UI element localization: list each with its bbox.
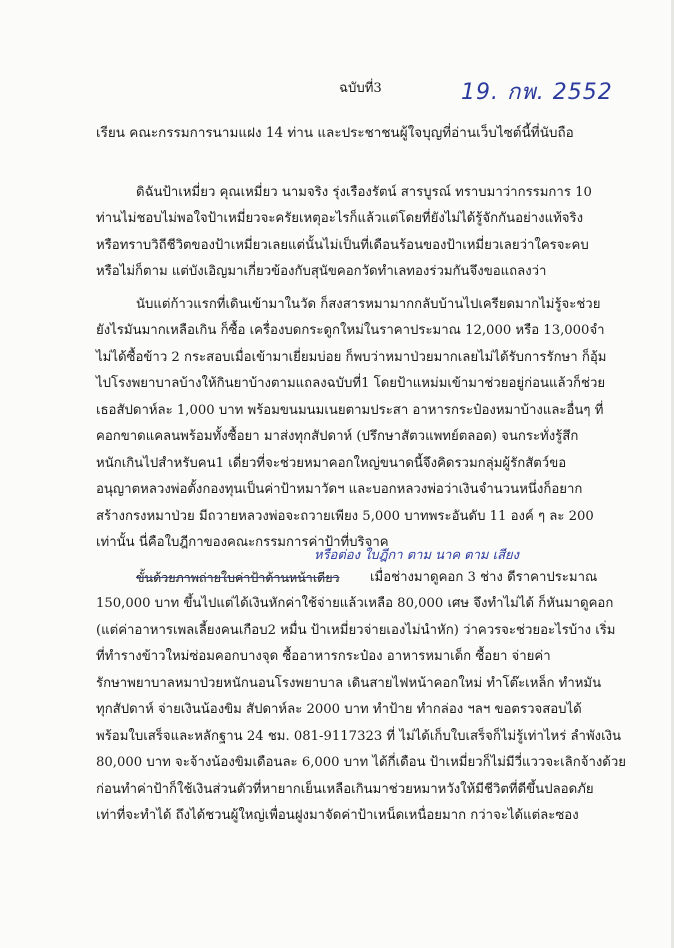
para1-line-4: หรือไม่ก็ตาม แต่บังเอิญมาเกี่ยวข้องกับสุนัขคอกวัดทำเลทองร่วมกันจึงขอแถลงว่า [96, 264, 547, 279]
para2-line-2: ยังไรมันมากเหลือเกิน ก็ซื้อ เครื่องบดกระดูกใหม่ในราคาประมาณ 12,000 หรือ 13,000จำ [96, 323, 605, 338]
salutation: เรียน คณะกรรมการนามแฝง 14 ท่าน และประชาชนผู้ใจบุญที่อ่านเว็บไซต์นี้ที่นับถือ [96, 125, 574, 141]
letter-number: ฉบับที่3 [339, 81, 382, 96]
handwritten-date: 19. กพ. 2552 [461, 80, 613, 105]
para2-line-8: อนุญาตหลวงพ่อตั้งกองทุนเป็นค่าป้าหมาวัดฯ และบอกหลวงพ่อว่าเงินจำนวนหนึ่งก็อยาก [96, 482, 583, 497]
para3-line-8: 80,000 บาท จะจ้างน้องขิมเดือนละ 6,000 บาท ได้กี่เดือน ป้าเหมี่ยวก็ไม่มีวี่แววจะเลิกจ้างด้วย [96, 755, 626, 770]
para3-line-9: ก่อนทำค่าป้าก็ใช้เงินส่วนตัวที่หายากเย็นเหลือเกินมาช่วยหมาหวังให้มีชีวิตที่ดีขึ้นปลอดภัย [96, 782, 594, 797]
para3-line-5: รักษาพยาบาลหมาป่วยหนักนอนโรงพยาบาล เดินสายไฟหน้าคอกใหม่ ทำโต๊ะเหล็ก ทำหมัน [96, 676, 602, 691]
handwritten-note: หรือต่อง ใบฎีกา ตาม นาค ตาม เสียง [314, 548, 519, 563]
para2-line-9: สร้างกรงหมาป่วย มีถวายหลวงพ่อจะถวายเพียง 5,000 บาทพระอันดับ 11 องค์ ๆ ละ 200 [96, 509, 594, 524]
para2-line-4: ไปโรงพยาบาลบ้างให้กินยาบ้างตามแถลงฉบับที่1 โดยป้าแหม่มเข้ามาช่วยอยู่ก่อนแล้วก็ช่วย [96, 376, 606, 391]
para2-line-3: ไม่ได้ซื้อข้าว 2 กระสอบเมื่อเข้ามาเยี่ยมบ่อย ก็พบว่าหมาป่วยมากเลยไม่ได้รับการรักษา ก็อุ้ม [96, 350, 607, 365]
para3-line-4: ที่ทำรางข้าวใหม่ซ่อมคอกบางจุด ซื้ออาหารกระป๋อง อาหารหมาเด็ก ซื้อยา จ่ายค่า [96, 649, 551, 664]
struck-out-phrase: ขั้นด้วยภาพถ่ายใบค่าป้าด้านหน้าเดียว [136, 570, 340, 585]
para3-line-2: 150,000 บาท ขึ้นไปแต่ได้เงินหักค่าใช้จ่ายแล้วเหลือ 80,000 เศษ จึงทำไม่ได้ ก็หันมาดูคอก [96, 596, 614, 611]
para2-line-5: เธอสัปดาห์ละ 1,000 บาท พร้อมขนมนมเนยตามประสา อาหารกระป๋องหมาบ้างและอื่นๆ ที่ [96, 403, 604, 418]
para1-line-3: หรือทราบวิถีชีวิตของป้าเหมี่ยวเลยแต่นั้นไม่เป็นที่เดือนร้อนของป้าเหมี่ยวเลยว่าใครจะคบ [96, 238, 589, 253]
para1-line-2: ท่านไม่ชอบไม่พอใจป้าเหมี่ยวจะครัยเหตุอะไรก็แล้วแต่โดยที่ยังไม่ได้รู้จักกันอย่างแท้จริง [96, 211, 584, 226]
para3-line-1: เมื่อช่างมาดูคอก 3 ช่าง ดีราคาประมาณ [370, 570, 598, 585]
para2-line-7: หนักเกินไปสำหรับคน1 เดี่ยวที่จะช่วยหมาคอกใหญ่ขนาดนี้จึงคิดรวมกลุ่มผู้รักสัตว์ขอ [96, 456, 567, 471]
para2-line-10: เท่านั้น นี่คือใบฎีกาของคณะกรรมการค่าป้าที่บริจาค [96, 535, 389, 550]
para2-line-6: คอกขาดแคลนพร้อมทั้งซื้อยา มาส่งทุกสัปดาห์ (ปรึกษาสัตวแพทย์ตลอด) จนกระทั่งรู้สึก [96, 429, 579, 444]
para2-line-1: นับแต่ก้าวแรกที่เดินเข้ามาในวัด ก็สงสารหมามากกลับบ้านไปเครียดมากไม่รู้จะช่วย [136, 297, 601, 312]
para3-line-6: ทุกสัปดาห์ จ่ายเงินน้องขิม สัปดาห์ละ 2000 บาท ทำป้าย ทำกล่อง ฯลฯ ขอตรวจสอบได้ [96, 702, 582, 717]
para3-line-3: (แต่ค่าอาหารเพลเลี้ยงคนเกือบ2 หมื่น ป้าเหมี่ยวจ่ายเองไม่นำหัก) ว่าควรจะช่วยอะไรบ้าง เริ่ม [96, 623, 616, 638]
para3-line-10: เท่าที่จะทำได้ ถึงได้ชวนผู้ใหญ่เพื่อนฝูงมาจัดค่าป้าเหน็ดเหนื่อยมาก กว่าจะได้แต่ละซอง [96, 808, 579, 823]
para1-line-1: ดิฉันป้าเหมี่ยว คุณเหมี่ยว นามจริง รุ่งเรืองรัตน์ สารบูรณ์ ทราบมาว่ากรรมการ 10 [136, 185, 592, 200]
para3-line-7: พร้อมใบเสร็จและหลักฐาน 24 ชม. 081-9117323 ที่ ไม่ได้เก็บใบเสร็จก็ไม่รู้เท่าไหร่ ลำพังเงิน [96, 729, 622, 744]
